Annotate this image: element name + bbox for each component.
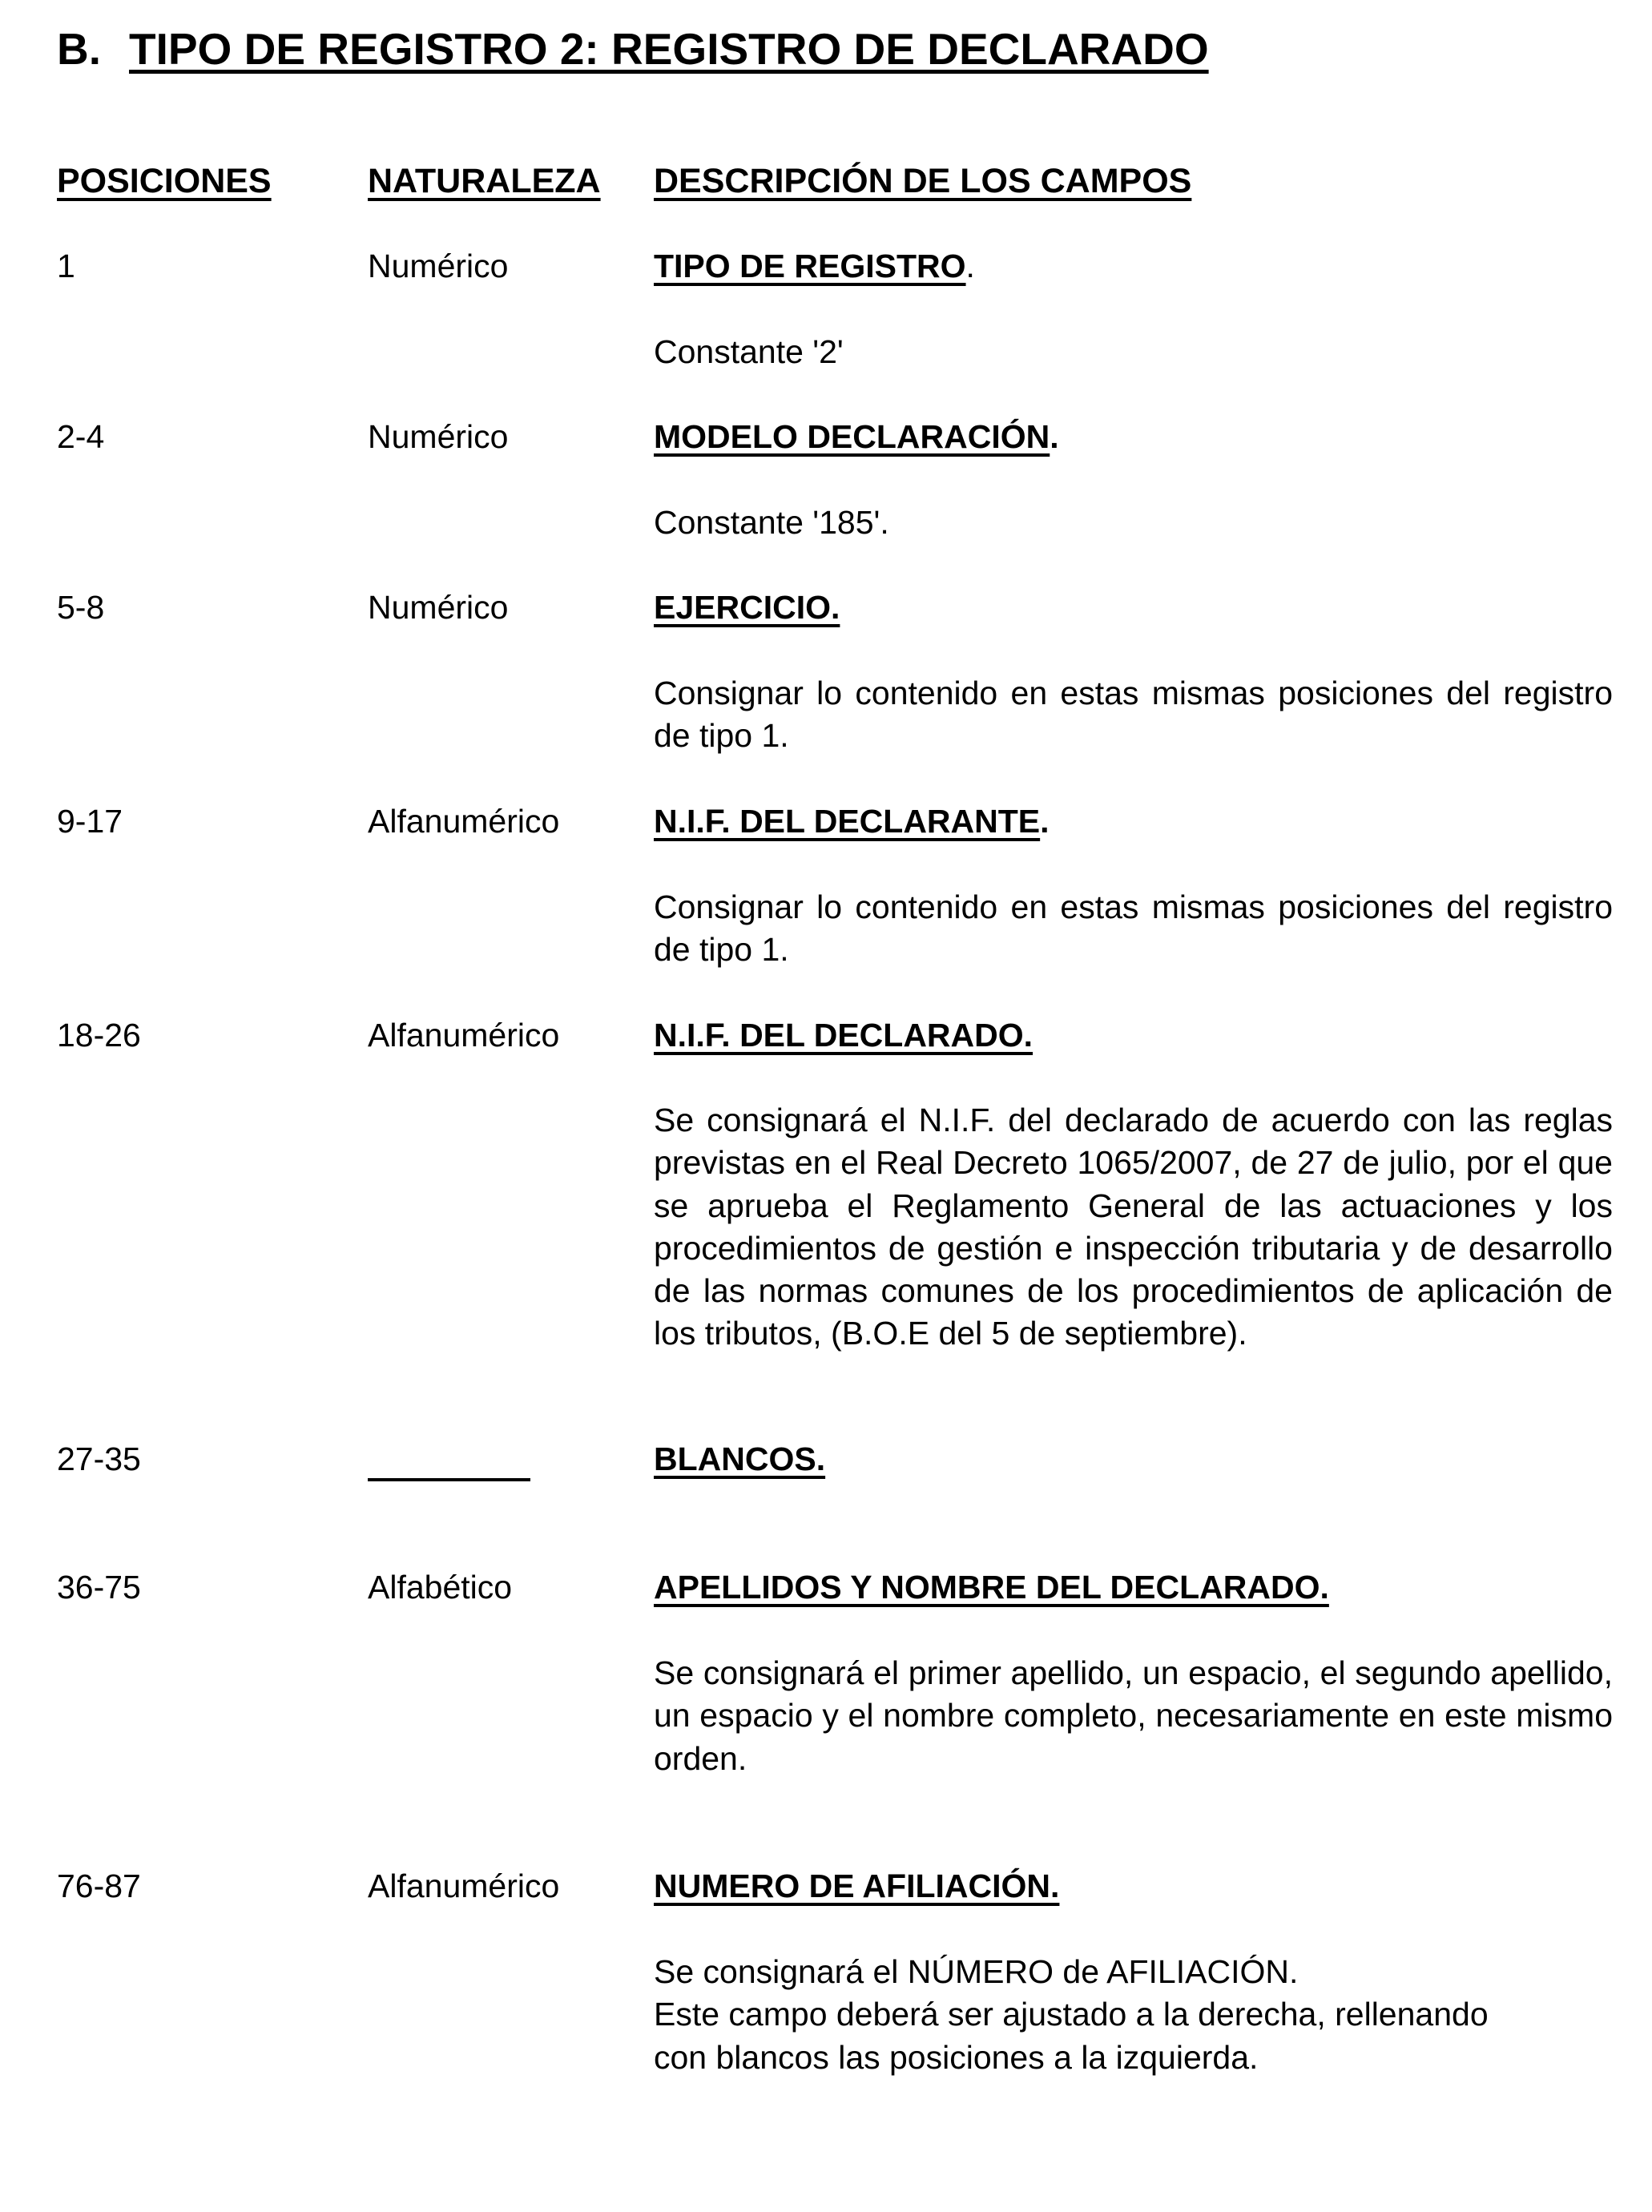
field-title: APELLIDOS Y NOMBRE DEL DECLARADO. bbox=[654, 1569, 1329, 1606]
field-title: N.I.F. DEL DECLARADO. bbox=[654, 1017, 1034, 1054]
nature-value: Numérico bbox=[368, 248, 509, 284]
column-header-nature: NATURALEZA bbox=[368, 162, 601, 200]
field-description: Consignar lo contenido en estas mismas posiciones del registro de tipo 1. bbox=[654, 675, 1613, 755]
description-line: Este campo deberá ser ajustado a la derecha, rellenando bbox=[654, 1996, 1489, 2033]
nature-value: Numérico bbox=[368, 589, 509, 626]
positions-value: 76-87 bbox=[57, 1868, 141, 1904]
field-title-suffix: . bbox=[965, 248, 975, 284]
field-description: Constante '2' bbox=[654, 333, 844, 370]
positions-value: 9-17 bbox=[57, 803, 123, 840]
positions-value: 5-8 bbox=[57, 589, 105, 626]
section-heading bbox=[57, 22, 1209, 75]
field-title: NUMERO DE AFILIACIÓN. bbox=[654, 1868, 1060, 1904]
field-title: BLANCOS. bbox=[654, 1440, 826, 1477]
field-name bbox=[654, 1014, 1033, 1057]
positions-value: 2-4 bbox=[57, 418, 105, 455]
field-title: EJERCICIO. bbox=[654, 589, 840, 626]
field-name bbox=[654, 1865, 1059, 1908]
field-description: Se consignará el primer apellido, un espacio, el segundo apellido, un espacio y el nombre completo, necesariamente en este mismo orden. bbox=[654, 1654, 1613, 1777]
field-title: N.I.F. DEL DECLARANTE bbox=[654, 803, 1041, 840]
field-title-suffix: . bbox=[1050, 418, 1059, 455]
nature-value: Alfanumérico bbox=[368, 1868, 560, 1904]
positions-value: 18-26 bbox=[57, 1017, 141, 1054]
field-name bbox=[654, 1438, 825, 1481]
field-title-suffix: . bbox=[1040, 803, 1050, 840]
field-description: Consignar lo contenido en estas mismas posiciones del registro de tipo 1. bbox=[654, 888, 1613, 969]
section-title: TIPO DE REGISTRO 2: REGISTRO DE DECLARADO bbox=[129, 24, 1209, 74]
nature-blank-line bbox=[368, 1478, 530, 1481]
field-name bbox=[654, 416, 1059, 458]
positions-value: 27-35 bbox=[57, 1440, 141, 1477]
field-description: Constante '185'. bbox=[654, 504, 889, 541]
nature-value: Alfanumérico bbox=[368, 1017, 560, 1054]
section-letter: B. bbox=[57, 24, 101, 74]
field-name bbox=[654, 800, 1050, 843]
column-header-description: DESCRIPCIÓN DE LOS CAMPOS bbox=[654, 162, 1192, 200]
field-name bbox=[654, 1566, 1329, 1609]
field-name bbox=[654, 586, 840, 629]
nature-value: Alfabético bbox=[368, 1569, 513, 1606]
description-line: con blancos las posiciones a la izquierda. bbox=[654, 2038, 1259, 2076]
positions-value: 1 bbox=[57, 248, 75, 284]
field-title: MODELO DECLARACIÓN bbox=[654, 418, 1050, 455]
column-header-positions: POSICIONES bbox=[57, 162, 272, 200]
positions-value: 36-75 bbox=[57, 1569, 141, 1606]
field-description bbox=[654, 1951, 1613, 2079]
field-name bbox=[654, 245, 975, 288]
field-title: TIPO DE REGISTRO bbox=[654, 248, 966, 284]
field-description: Se consignará el N.I.F. del declarado de acuerdo con las reglas previstas en el Real Decreto 1065/2007, de 27 de julio, por el que se aprueba el Reglamento General de las actuaciones y los procedimientos de gestión e inspección tributaria y de desarrollo de las normas comunes de los procedimientos de aplicación de los tributos, (B.O.E del 5 de septiembre). bbox=[654, 1102, 1613, 1352]
description-line: Se consignará el NÚMERO de AFILIACIÓN. bbox=[654, 1953, 1299, 1990]
nature-value: Alfanumérico bbox=[368, 803, 560, 840]
nature-value: Numérico bbox=[368, 418, 509, 455]
